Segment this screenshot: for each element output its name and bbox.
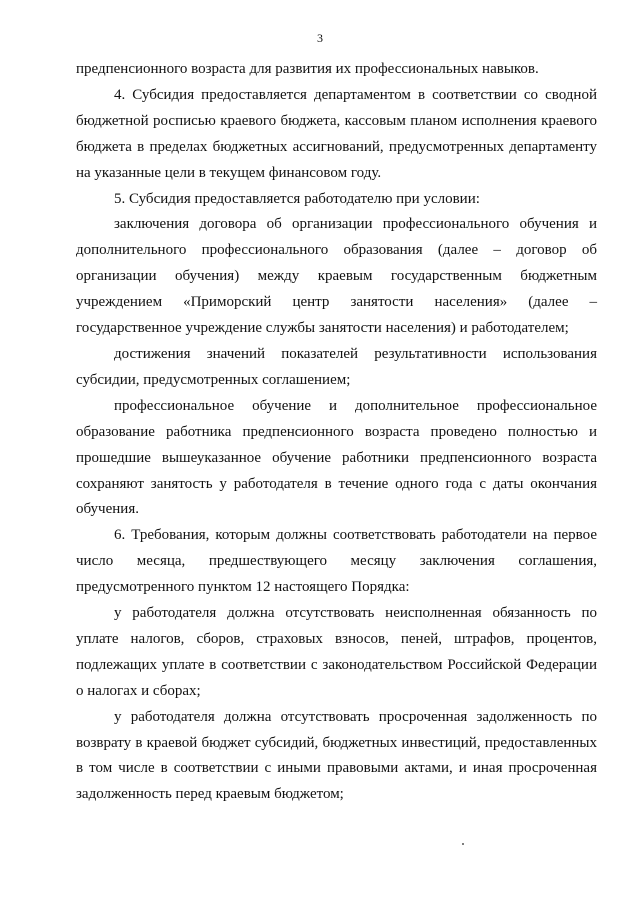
paragraph-item-4: 4. Субсидия предоставляется департаментом в соответствии со сводной бюджетной росписью краевого бюджета, кассовым планом исполнения краевого бюджета в пределах бюджетных ассигнований, предусмотренных департаменту на указанные цели в текущем финансовом году. bbox=[76, 86, 597, 181]
paragraph-requirement-debts: у работодателя должна отсутствовать просроченная задолженность по возврату в краевой бюджет субсидий, бюджетных инвестиций, предоставленных в том числе в соответствии с иными правовыми актами, и иная просроченная задолженность перед краевым бюджетом; bbox=[76, 708, 597, 803]
scan-dot-mark bbox=[462, 843, 464, 845]
paragraph-item-6: 6. Требования, которым должны соответствовать работодатели на первое число месяца, предшествующего месяцу заключения соглашения, предусмотренного пунктом 12 настоящего Порядка: bbox=[76, 527, 597, 596]
paragraph-continuation: предпенсионного возраста для развития их профессиональных навыков. bbox=[76, 61, 539, 77]
document-body bbox=[76, 57, 597, 808]
page-number: 3 bbox=[317, 31, 323, 45]
paragraph-condition-contract: заключения договора об организации профессионального обучения и дополнительного профессионального образования (далее – договор об организации обучения) между краевым государственным бюджетным учреждением «Приморский центр занятости населения» (далее – государственное учреждение службы занятости населения) и работодателем; bbox=[76, 216, 597, 337]
paragraph-condition-indicators: достижения значений показателей результативности использования субсидии, предусмотренных соглашением; bbox=[76, 345, 597, 388]
paragraph-condition-training: профессиональное обучение и дополнительное профессиональное образование работника предпенсионного возраста проведено полностью и прошедшие вышеуказанное обучение работники предпенсионного возраста сохраняют занятость у работодателя в течение одного года с даты окончания обучения. bbox=[76, 397, 597, 518]
paragraph-requirement-taxes: у работодателя должна отсутствовать неисполненная обязанность по уплате налогов, сборов, страховых взносов, пеней, штрафов, процентов, подлежащих уплате в соответствии с законодательством Российской Федерации о налогах и сборах; bbox=[76, 605, 597, 699]
paragraph-item-5: 5. Субсидия предоставляется работодателю при условии: bbox=[114, 190, 480, 207]
